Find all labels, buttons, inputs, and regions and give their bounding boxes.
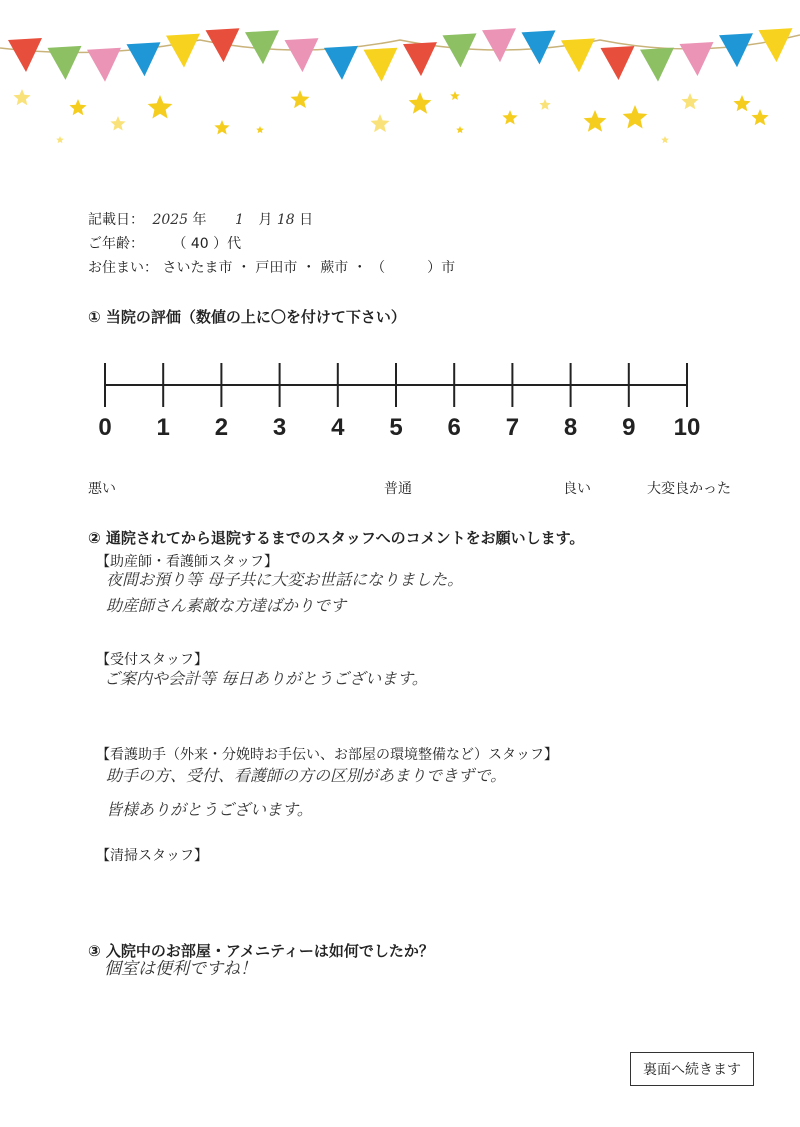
star-icon: [256, 126, 264, 133]
age-label: ご年齢：: [88, 236, 144, 252]
continue-on-back-box: 裏面へ続きます: [630, 1052, 754, 1086]
scale-number[interactable]: 9: [622, 414, 636, 441]
address-options: さいたま市 ・ 戸田市 ・ 蕨市 ・ （ ）市: [162, 260, 456, 276]
star-icon: [291, 90, 310, 108]
bunting-flag: [48, 46, 82, 80]
q2-title: ② 通院されてから退院するまでのスタッフへのコメントをお願いします。: [88, 529, 585, 547]
reception-heading: 【受付スタッフ】: [96, 652, 208, 668]
bunting-decoration: [0, 0, 800, 170]
bunting-flag: [640, 48, 674, 82]
star-icon: [584, 110, 607, 132]
q3-answer: 個室は便利ですね！: [104, 959, 257, 979]
reception-comment-line1: ご案内や会計等 毎日ありがとうございます。: [104, 669, 428, 688]
scale-number[interactable]: 8: [563, 414, 578, 441]
bunting-flag: [680, 42, 714, 76]
age-row: [88, 235, 241, 253]
star-icon: [733, 95, 750, 111]
date-month-unit: 月: [258, 212, 273, 228]
bunting-flag: [759, 28, 793, 62]
scale-number[interactable]: 1: [156, 414, 170, 441]
age-value: （ 40 ）代: [172, 236, 242, 252]
star-icon: [214, 120, 229, 135]
date-year-unit: 年: [192, 212, 207, 228]
bunting-flag: [166, 34, 200, 68]
scale-number[interactable]: 4: [331, 414, 345, 441]
address-label: お住まい：: [88, 260, 158, 276]
star-icon: [56, 136, 64, 143]
cleaning-heading: 【清掃スタッフ】: [96, 848, 208, 864]
assistant-comment-line1: 助手の方、受付、看護師の方の区別があまりできずで。: [106, 766, 507, 785]
star-icon: [409, 92, 432, 114]
scale-label-bad: 悪い: [88, 481, 116, 497]
bunting-flag: [719, 33, 753, 67]
scale-label-good: 良い: [563, 481, 591, 497]
star-icon: [13, 89, 30, 105]
bunting-flag: [482, 28, 516, 62]
star-icon: [623, 105, 648, 129]
midwife-heading: 【助産師・看護師スタッフ】: [96, 554, 278, 570]
star-icon: [539, 99, 550, 110]
bunting-flag: [601, 46, 635, 80]
bunting-flag: [561, 38, 595, 72]
star-icon: [110, 116, 125, 131]
bunting-flag: [285, 38, 319, 72]
date-day-unit: 日: [299, 212, 314, 228]
date-month-value: 1: [235, 212, 244, 228]
date-year-value: 2025: [152, 212, 189, 228]
scale-number[interactable]: 2: [214, 414, 229, 441]
assistant-comment-line2: 皆様ありがとうございます。: [106, 800, 313, 819]
bunting-flag: [127, 42, 161, 76]
scale-number[interactable]: 10: [673, 414, 701, 441]
star-icon: [661, 136, 669, 143]
star-icon: [681, 93, 698, 109]
address-row: [88, 259, 455, 277]
bunting-string: [0, 35, 800, 53]
star-icon: [450, 91, 460, 100]
star-icon: [502, 110, 517, 125]
midwife-comment-line1: 夜間お預り等 母子共に大変お世話になりました。: [106, 570, 464, 589]
star-icon: [371, 114, 390, 132]
rating-scale: [90, 355, 710, 415]
bunting-flag: [403, 42, 437, 76]
star-icon: [751, 109, 768, 125]
q1-title: ① 当院の評価（数値の上に〇を付けて下さい）: [88, 308, 406, 326]
scale-number[interactable]: 0: [98, 414, 112, 441]
date-row: [88, 211, 313, 229]
bunting-flag: [443, 33, 477, 67]
scale-label-normal: 普通: [384, 481, 412, 497]
star-icon: [69, 99, 86, 115]
scale-number[interactable]: 6: [447, 414, 461, 441]
scale-number[interactable]: 3: [272, 414, 287, 441]
star-icon: [456, 126, 464, 133]
scale-label-great: 大変良かった: [647, 481, 731, 497]
bunting-flag: [8, 38, 42, 72]
star-icon: [148, 95, 173, 119]
scale-number[interactable]: 7: [505, 414, 520, 441]
midwife-comment-line2: 助産師さん素敵な方達ばかりです: [106, 596, 347, 615]
scale-number[interactable]: 5: [389, 414, 403, 441]
q3-title: ③ 入院中のお部屋・アメニティーは如何でしたか？: [88, 942, 434, 960]
bunting-flag: [364, 48, 398, 82]
bunting-flag: [324, 46, 358, 80]
date-label: 記載日：: [88, 212, 144, 228]
bunting-flag: [87, 48, 121, 82]
date-day-value: 18: [276, 212, 295, 228]
assistant-heading: 【看護助手（外来・分娩時お手伝い、お部屋の環境整備など）スタッフ】: [96, 747, 558, 763]
